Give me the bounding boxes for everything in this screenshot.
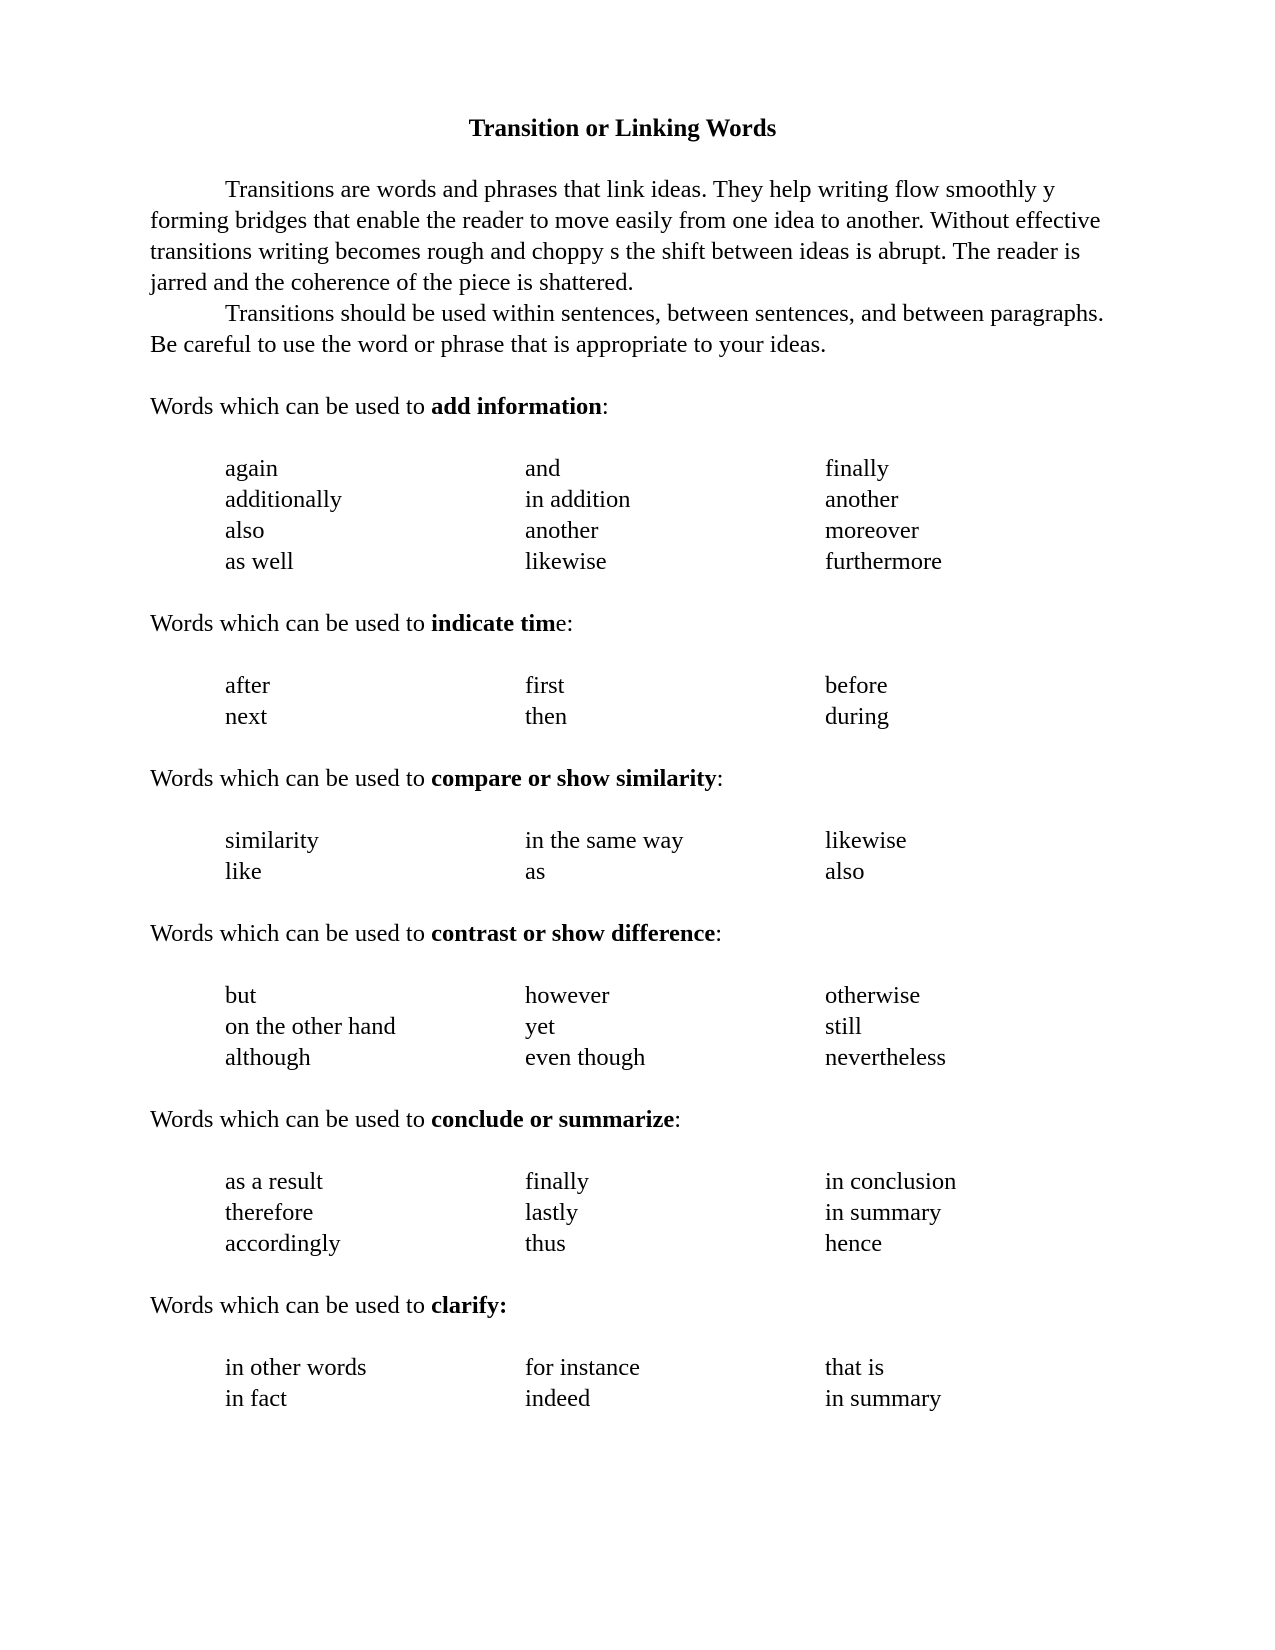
transition-word: for instance [525,1354,640,1381]
transition-word: moreover [825,517,919,544]
transition-word: another [525,517,599,544]
transition-word: furthermore [825,548,942,575]
section-heading-suffix: : [674,1106,682,1133]
transition-word: another [825,486,899,513]
transition-word: as a result [225,1168,323,1195]
transition-word: before [825,672,888,699]
transition-word: then [525,703,568,730]
transition-word: nevertheless [825,1044,947,1071]
document-page [150,114,1110,1414]
transition-word: similarity [225,827,319,854]
section-heading-suffix: : [715,920,723,947]
word-list [225,1352,1110,1414]
transition-word: like [225,858,262,885]
section-heading [150,391,1110,422]
transition-word: in conclusion [825,1168,957,1195]
transition-word: after [225,672,270,699]
transition-word: in addition [525,486,631,513]
word-list [225,670,1110,732]
word-list [225,1166,1110,1259]
transition-word: lastly [525,1199,579,1226]
transition-word: in other words [225,1354,367,1381]
transition-word: additionally [225,486,343,513]
section-heading-prefix: Words which can be used to [150,393,432,420]
transition-word: therefore [225,1199,314,1226]
transition-word: thus [525,1230,566,1257]
transition-word: hence [825,1230,883,1257]
transition-word: as well [225,548,294,575]
section-heading [150,608,1110,639]
word-list [225,825,1110,887]
section-heading-prefix: Words which can be used to [150,1106,432,1133]
transition-word: during [825,703,889,730]
transition-word: and [525,455,561,482]
transition-word: that is [825,1354,885,1381]
transition-word: in summary [825,1199,942,1226]
transition-word: in summary [825,1385,942,1412]
section-heading [150,918,1110,949]
section-heading-topic: conclude or summarize [431,1106,675,1133]
section-heading-suffix: e: [555,610,574,637]
transition-word: yet [525,1013,555,1040]
usage-paragraph: Transitions should be used within sentences, between sentences, and between paragraphs. Be careful to use the word or phrase that is appropriate to your ideas. [150,300,1104,358]
intro-paragraph: Transitions are words and phrases that link ideas. They help writing flow smoothly y forming bridges that enable the reader to move easily from one idea to another. Without effective transitions writing becomes rough and choppy s the shift between ideas is abrupt. The reader is jarred and the coherence of the piece is shattered. [150,176,1101,296]
document-title: Transition or Linking Words [468,115,777,142]
transition-word: still [825,1013,862,1040]
transition-word: also [825,858,865,885]
section-heading-topic: compare or show similarity [431,765,717,792]
section-heading-topic: indicate tim [431,610,556,637]
section-heading-suffix: : [601,393,609,420]
section-heading-prefix: Words which can be used to [150,920,432,947]
transition-word: otherwise [825,982,921,1009]
transition-sections [150,391,1110,1414]
transition-word: on the other hand [225,1013,396,1040]
section-heading-suffix: : [716,765,724,792]
transition-word: even though [525,1044,646,1071]
transition-word: but [225,982,257,1009]
word-list [225,453,1110,577]
transition-word: likewise [525,548,607,575]
transition-word: next [225,703,268,730]
section-heading-topic: contrast or show difference [431,920,716,947]
section-heading-prefix: Words which can be used to [150,610,432,637]
transition-word: first [525,672,565,699]
section-heading [150,1290,1110,1321]
section-heading-topic: clarify: [431,1292,508,1319]
section-heading-prefix: Words which can be used to [150,1292,432,1319]
transition-word: however [525,982,610,1009]
transition-word: also [225,517,265,544]
transition-word: accordingly [225,1230,341,1257]
transition-word: in fact [225,1385,287,1412]
word-list [225,980,1110,1073]
transition-word: finally [525,1168,589,1195]
transition-word: indeed [525,1385,591,1412]
transition-word: as [525,858,546,885]
transition-word: again [225,455,279,482]
section-heading [150,1104,1110,1135]
transition-word: although [225,1044,311,1071]
section-heading-prefix: Words which can be used to [150,765,432,792]
transition-word: in the same way [525,827,684,854]
section-heading [150,763,1110,794]
section-heading-topic: add information [431,393,602,420]
transition-word: finally [825,455,889,482]
transition-word: likewise [825,827,907,854]
